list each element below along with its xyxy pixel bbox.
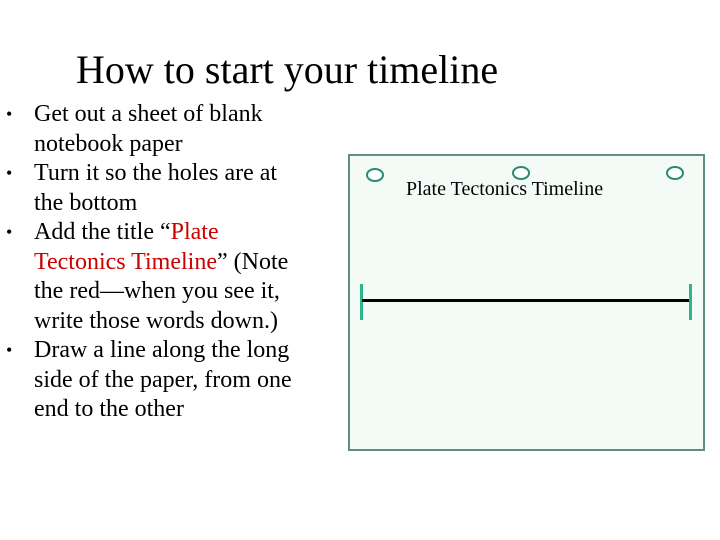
bullet-icon: • — [6, 163, 13, 183]
notebook-hole-icon — [366, 168, 384, 182]
notebook-paper-diagram — [348, 154, 705, 451]
bullet-icon: • — [6, 222, 13, 242]
timeline-start-tick — [360, 284, 363, 320]
bullet-text: Turn it so the holes are at the bottom — [34, 160, 278, 216]
bullet-text-after: ” (Note the red—when you see it, write those words down.) — [34, 248, 289, 334]
bullet-text: Get out a sheet of blank notebook paper — [34, 101, 263, 157]
bullet-item-4 — [0, 336, 300, 425]
bullet-item-1 — [0, 100, 300, 159]
notebook-hole-icon — [666, 166, 684, 180]
paper-timeline-title: Plate Tectonics Timeline — [406, 178, 604, 200]
slide-title: How to start your timeline — [76, 47, 499, 92]
bullet-list — [0, 100, 300, 425]
timeline-end-tick — [689, 284, 692, 320]
bullet-item-3 — [0, 218, 300, 336]
bullet-icon: • — [6, 340, 13, 360]
bullet-icon: • — [6, 104, 13, 124]
bullet-text-before: Add the title “ — [34, 219, 171, 245]
timeline-line — [362, 299, 690, 302]
bullet-item-2 — [0, 159, 300, 218]
highlighted-title-text: Plate Tectonics Timeline — [34, 219, 219, 275]
bullet-text: Draw a line along the long side of the paper, from one end to the other — [34, 337, 292, 422]
